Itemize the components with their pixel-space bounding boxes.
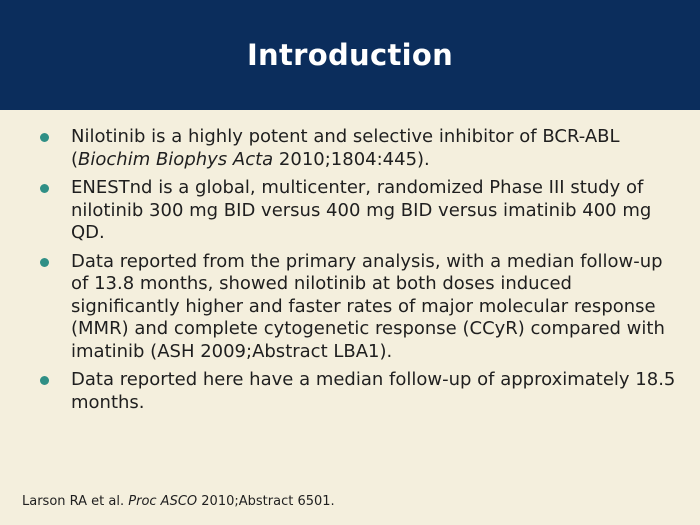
bullet-dot-icon [40, 258, 49, 267]
footnote-post: 2010;Abstract 6501. [197, 494, 335, 509]
bullet-text: Data reported here have a median follow-up of approximately 18.5 months. [71, 369, 676, 413]
footnote-journal: Proc ASCO [128, 494, 198, 509]
slide-title: Introduction [246, 38, 454, 72]
bullet-text: ENESTnd is a global, multicenter, randomized Phase III study of nilotinib 300 mg BID versus 400 mg BID versus imatinib 400 mg QD. [71, 177, 652, 243]
bullet-item [40, 177, 680, 245]
bullet-text: Data reported from the primary analysis, with a median follow-up of 13.8 months, showed nilotinib at both doses induced significantly higher and faster rates of major molecular response (MMR) and complete cytogenetic response (CCyR) compared with imatinib (ASH 2009;Abstract LBA1). [71, 250, 665, 362]
reference-footnote [22, 494, 335, 509]
bullet-item [40, 126, 680, 171]
bullet-dot-icon [40, 184, 49, 193]
bullet-dot-icon [40, 376, 49, 385]
bullet-dot-icon [40, 133, 49, 142]
bullet-list [40, 126, 680, 420]
bullet-item [40, 251, 680, 364]
footnote-pre: Larson RA et al. [22, 494, 129, 509]
bullet-item [40, 369, 680, 414]
bullet-citation-journal: Biochim Biophys Acta [78, 148, 274, 170]
bullet-text-pre: Nilotinib is a highly potent and selective inhibitor of BCR-ABL ( [71, 126, 620, 170]
bullet-text-post: 2010;1804:445). [273, 148, 430, 170]
slide-header [0, 0, 700, 110]
